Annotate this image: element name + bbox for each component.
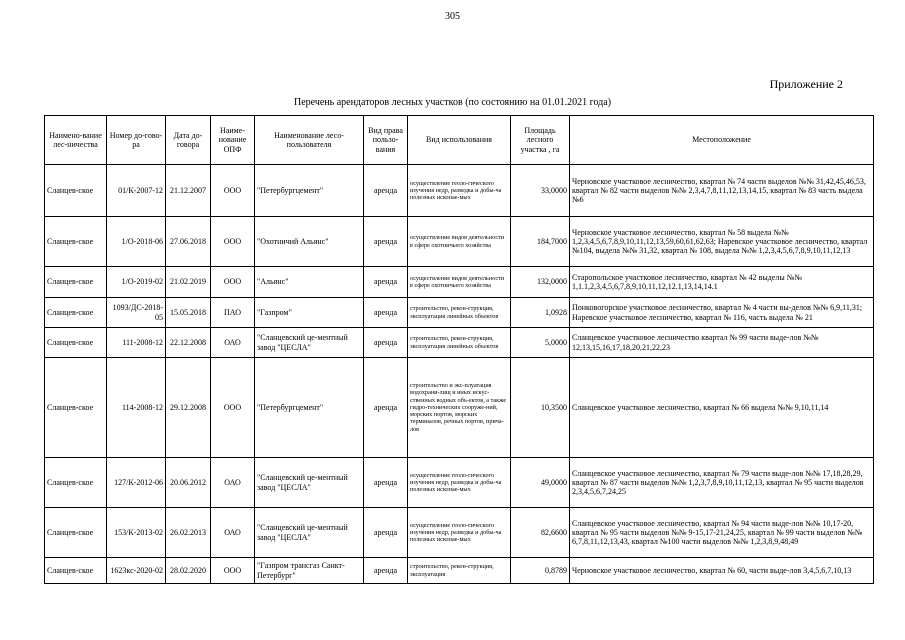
cell-area: 82,6600 — [511, 508, 570, 558]
cell-opf: ООО — [211, 558, 255, 584]
table-row — [45, 267, 874, 298]
cell-area: 184,7000 — [511, 217, 570, 267]
cell-location: Сланцевское участковое лесничество, квартал № 94 части выде-лов №№ 10,17-20, квартал № 95 части выделов №№ 9-15,17-21,24,25, квартал № 99 части выделов №№ 6,7,8,11,12,13,43, квартал №100 части выделов №№ 1,2,3,8,9,48,49 — [570, 508, 874, 558]
cell-forestry: Сланцев-ское — [45, 217, 107, 267]
cell-right-type: аренда — [364, 358, 408, 458]
cell-right-type: аренда — [364, 298, 408, 328]
cell-contract-number: 01/К-2007-12 — [107, 165, 166, 217]
cell-location: Черновское участковое лесничество, квартал № 58 выдела №№ 1,2,3,4,5,6,7,8,9,10,11,12,13,59,60,61,62,63; Наревское участковое лесничество, квартал №104, выдела №№ 31,32, квартал № 108, выдела №№ 1,2,3,4,5,6,7,8,9,10,11,12,13 — [570, 217, 874, 267]
table-row — [45, 165, 874, 217]
cell-area: 5,0000 — [511, 328, 570, 358]
cell-location: Сланцевское участковое лесничество, квартал № 79 части выде-лов №№ 17,18,28,29, квартал № 87 части выделов №№ 1,2,3,7,8,9,10,11,12,13, квартал № 95 части выделов 2,3,4,5,6,7,24,25 — [570, 458, 874, 508]
cell-contract-date: 27.06.2018 — [166, 217, 211, 267]
cell-contract-number: 1/О-2018-06 — [107, 217, 166, 267]
cell-use-type: осуществление геоло-гического изучения недр, разведка и добы-ча полезных ископае-мых — [408, 508, 511, 558]
cell-opf: ООО — [211, 267, 255, 298]
header-right-type: Вид права пользо-вания — [364, 116, 408, 165]
cell-right-type: аренда — [364, 558, 408, 584]
cell-contract-number: 1/О-2019-02 — [107, 267, 166, 298]
cell-forest-user: "Газпром" — [255, 298, 364, 328]
cell-right-type: аренда — [364, 508, 408, 558]
cell-contract-date: 15.05.2018 — [166, 298, 211, 328]
cell-use-type: осуществление геоло-гического изучения недр, разведка и добы-ча полезных ископае-мых — [408, 165, 511, 217]
cell-forest-user: "Охотничий Альянс" — [255, 217, 364, 267]
header-use-type: Вид использования — [408, 116, 511, 165]
cell-use-type: строительство, рекон-струкция, эксплуатация — [408, 558, 511, 584]
cell-contract-date: 20.06.2012 — [166, 458, 211, 508]
cell-contract-date: 26.02.2013 — [166, 508, 211, 558]
header-forestry: Наимено-вание лес-ничества — [45, 116, 107, 165]
table-row — [45, 558, 874, 584]
cell-contract-number: 153/К-2013-02 — [107, 508, 166, 558]
cell-opf: ОАО — [211, 458, 255, 508]
cell-opf: ООО — [211, 165, 255, 217]
cell-opf: ООО — [211, 217, 255, 267]
table-row — [45, 508, 874, 558]
cell-forestry: Сланцев-ское — [45, 267, 107, 298]
cell-opf: ПАО — [211, 298, 255, 328]
cell-forest-user: "Сланцевский це-ментный завод "ЦЕСЛА" — [255, 458, 364, 508]
cell-use-type: строительство, рекон-струкция, эксплуатация линейных объектов — [408, 298, 511, 328]
cell-forest-user: "Альянс" — [255, 267, 364, 298]
cell-area: 49,0000 — [511, 458, 570, 508]
header-row — [45, 116, 874, 165]
cell-location: Черновское участковое лесничество, квартал № 60, части выде-лов 3,4,5,6,7,10,13 — [570, 558, 874, 584]
cell-contract-date: 29.12.2008 — [166, 358, 211, 458]
cell-location: Понковогорское участковое лесничество, квартал № 4 части вы-делов №№ 6,9,11,31; Наревское участковое лесничество, квартал № 116, часть выдела № 21 — [570, 298, 874, 328]
cell-right-type: аренда — [364, 165, 408, 217]
cell-opf: ООО — [211, 358, 255, 458]
header-opf: Наиме-нование ОПФ — [211, 116, 255, 165]
lessees-table — [44, 115, 874, 584]
cell-opf: ОАО — [211, 508, 255, 558]
cell-right-type: аренда — [364, 217, 408, 267]
cell-right-type: аренда — [364, 328, 408, 358]
cell-forestry: Сланцев-ское — [45, 328, 107, 358]
cell-area: 132,0000 — [511, 267, 570, 298]
cell-forestry: Сланцев-ское — [45, 165, 107, 217]
document-title: Перечень арендаторов лесных участков (по состоянию на 01.01.2021 года) — [293, 97, 612, 108]
cell-contract-number: 114-2008-12 — [107, 358, 166, 458]
cell-contract-number: 111-2008-12 — [107, 328, 166, 358]
table-row — [45, 328, 874, 358]
cell-contract-number: 1623кс-2020-02 — [107, 558, 166, 584]
appendix-label: Приложение 2 — [769, 77, 843, 91]
cell-contract-date: 22.12.2008 — [166, 328, 211, 358]
cell-right-type: аренда — [364, 458, 408, 508]
cell-forest-user: "Сланцевский це-ментный завод "ЦЕСЛА" — [255, 328, 364, 358]
cell-contract-date: 28.02.2020 — [166, 558, 211, 584]
cell-area: 1,0928 — [511, 298, 570, 328]
cell-contract-date: 21.02.2019 — [166, 267, 211, 298]
cell-use-type: строительство и экс-плуатация водохрани-лищ и иных искус-ственных водных объ-ектов, а также гидро-технических сооруже-ний, морских портов, морских терминалов, речных портов, прича-лов — [408, 358, 511, 458]
cell-forestry: Сланцев-ское — [45, 458, 107, 508]
cell-contract-date: 21.12.2007 — [166, 165, 211, 217]
table-header — [45, 116, 874, 165]
cell-area: 33,0000 — [511, 165, 570, 217]
cell-right-type: аренда — [364, 267, 408, 298]
cell-forestry: Сланцев-ское — [45, 558, 107, 584]
cell-forest-user: "Газпром трансгаз Санкт-Петербург" — [255, 558, 364, 584]
cell-use-type: осуществление видов деятельности в сфере охотничьего хозяйства — [408, 267, 511, 298]
table-row — [45, 458, 874, 508]
header-contract-number: Номер до-гово-ра — [107, 116, 166, 165]
table-row — [45, 358, 874, 458]
cell-forest-user: "Петербургцемент" — [255, 358, 364, 458]
cell-use-type: осуществление геоло-гического изучения недр, разведка и добы-ча полезных ископае-мых — [408, 458, 511, 508]
cell-location: Старопольское участковое лесничество, квартал № 42 выделы №№ 1,1.1,2,3,4,5,6,7,8,9,10,11,12,12.1,13,14,14.1 — [570, 267, 874, 298]
cell-forest-user: "Сланцевский це-ментный завод "ЦЕСЛА" — [255, 508, 364, 558]
header-area: Площадь лесного участка , га — [511, 116, 570, 165]
cell-contract-number: 127/К-2012-06 — [107, 458, 166, 508]
cell-forest-user: "Петербургцемент" — [255, 165, 364, 217]
header-forest-user: Наименование лесо-пользователя — [255, 116, 364, 165]
cell-forestry: Сланцев-ское — [45, 298, 107, 328]
cell-forestry: Сланцев-ское — [45, 358, 107, 458]
cell-use-type: осуществление видов деятельности в сфере охотничьего хозяйства — [408, 217, 511, 267]
page-number: 305 — [445, 11, 460, 22]
cell-use-type: строительство, рекон-струкция, эксплуатация линейных объектов — [408, 328, 511, 358]
cell-area: 0,8789 — [511, 558, 570, 584]
table-row — [45, 298, 874, 328]
cell-opf: ОАО — [211, 328, 255, 358]
header-location: Местоположение — [570, 116, 874, 165]
cell-location: Черновское участковое лесничество, квартал № 74 части выделов №№ 31,42,45,46,53, квартал № 82 части выделов №№ 2,3,4,7,8,11,12,13,14,15, квартал № 83 часть выдела №6 — [570, 165, 874, 217]
cell-contract-number: 1093/ДС-2018-05 — [107, 298, 166, 328]
cell-area: 10,3500 — [511, 358, 570, 458]
table-body — [45, 165, 874, 584]
header-contract-date: Дата до-говора — [166, 116, 211, 165]
cell-forestry: Сланцев-ское — [45, 508, 107, 558]
cell-location: Сланцевское участковое лесничество квартал № 99 части выде-лов №№ 12,13,15,16,17,18,20,21,22,23 — [570, 328, 874, 358]
cell-location: Сланцевское участковое лесничество, квартал № 66 выдела №№ 9,10,11,14 — [570, 358, 874, 458]
table-row — [45, 217, 874, 267]
